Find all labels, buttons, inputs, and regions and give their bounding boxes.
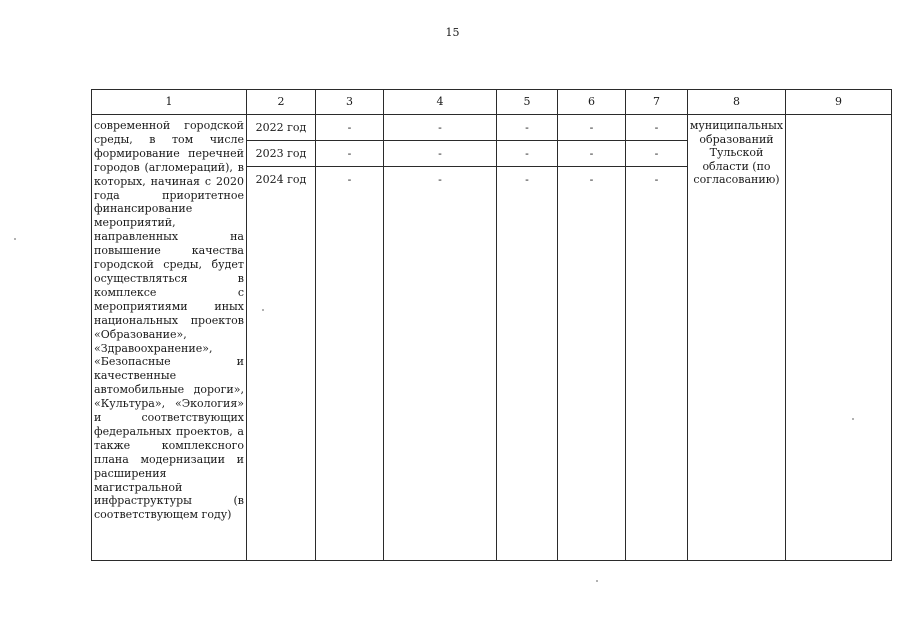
value-2023-col-4: - <box>384 141 496 167</box>
table-row <box>92 115 892 561</box>
value-2022-col-5: - <box>497 115 557 141</box>
value-2024-col-3: - <box>347 173 352 186</box>
year-2023: 2023 год <box>247 141 315 167</box>
page-number: 15 <box>445 26 460 39</box>
value-2022-col-3: - <box>316 115 383 141</box>
scan-speck <box>852 418 854 420</box>
year-2022: 2022 год <box>247 115 315 141</box>
participants-text: муниципальных образований Тульской области (по согласованию) <box>689 119 784 187</box>
header-col-1: 1 <box>92 90 247 115</box>
col-5-cell <box>497 115 558 561</box>
header-col-4: 4 <box>384 90 497 115</box>
col-7-cell <box>626 115 688 561</box>
value-2022-col-7: - <box>626 115 687 141</box>
value-2022-col-6: - <box>558 115 625 141</box>
col-3-cell <box>316 115 384 561</box>
col-6-cell <box>558 115 626 561</box>
header-col-9: 9 <box>786 90 892 115</box>
header-col-3: 3 <box>316 90 384 115</box>
program-table <box>91 89 892 561</box>
value-2023-col-6: - <box>558 141 625 167</box>
scan-speck <box>596 580 598 582</box>
activity-description: современной городской среды, в том числе формирование перечней городов (агломераций), в которых, начиная с 2020 года приоритетное финансирование мероприятий, направленных на повышение качества городской среды, будет осуществляться в комплексе с мероприятиями иных национальных проектов «Образование», «Здравоохранение», «Безопасные и качественные автомобильные дороги», «Культура», «Экология» и соответствующих федеральных проектов, а также комплексного плана модернизации и расширения магистральной инфраструктуры (в соответствующем году) <box>94 119 244 522</box>
value-2022-col-4: - <box>384 115 496 141</box>
scan-speck <box>262 309 264 311</box>
activity-description-cell <box>92 115 247 561</box>
value-2023-col-7: - <box>626 141 687 167</box>
scan-speck <box>14 238 16 240</box>
value-2024-col-5: - <box>525 173 529 186</box>
value-2024-col-7: - <box>654 173 659 186</box>
participants-cell <box>688 115 786 561</box>
value-2023-col-3: - <box>316 141 383 167</box>
year-2024: 2024 год <box>255 173 307 186</box>
header-col-2: 2 <box>247 90 316 115</box>
value-2024-col-6: - <box>589 173 594 186</box>
col-4-cell <box>384 115 497 561</box>
value-2024-col-4: - <box>438 173 442 186</box>
table-header-row <box>92 90 892 115</box>
col-9-cell <box>786 115 892 561</box>
header-col-7: 7 <box>626 90 688 115</box>
years-cell <box>247 115 316 561</box>
header-col-8: 8 <box>688 90 786 115</box>
value-2023-col-5: - <box>497 141 557 167</box>
header-col-6: 6 <box>558 90 626 115</box>
header-col-5: 5 <box>497 90 558 115</box>
